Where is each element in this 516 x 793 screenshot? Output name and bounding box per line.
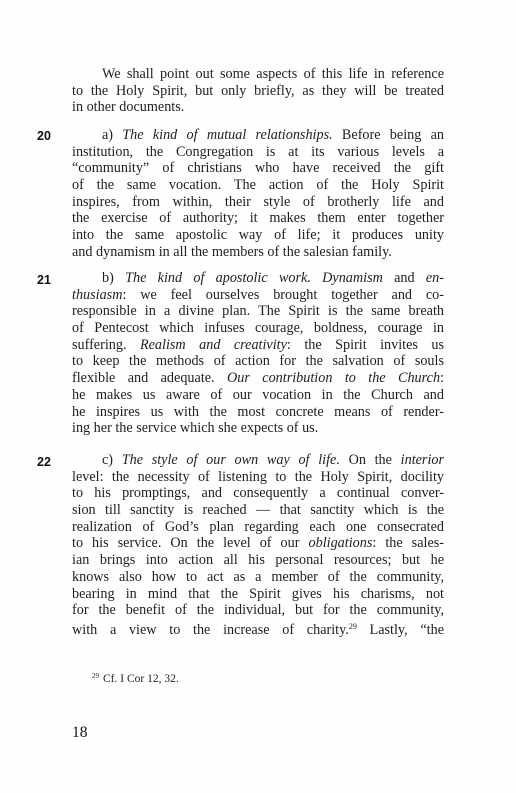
text-span: to his service. On the level of our: [72, 535, 309, 552]
italic-term: interior: [400, 452, 445, 468]
text-span: suffering.: [72, 336, 140, 353]
text-line: institution, the Congregation is at its various levels a: [72, 143, 444, 160]
section-20-paragraph: [72, 127, 444, 261]
text-span: :: [440, 370, 444, 387]
section-heading: The kind of apostolic work.: [125, 270, 311, 286]
text-span: Lastly, “the: [356, 621, 444, 638]
text-span: flexible and adequate.: [72, 370, 227, 387]
text-line: [72, 270, 444, 287]
text-line: for the benefit of the individual, but for the community,: [72, 602, 444, 619]
text-line: We shall point out some aspects of this life in reference: [102, 66, 444, 82]
footnote: [92, 672, 179, 685]
text-line: [72, 370, 444, 387]
page-number: 18: [72, 724, 88, 741]
text-line: sion till sanctity is reached — that sanctity which is the: [72, 502, 444, 519]
section-heading: The kind of mutual relationships.: [122, 127, 333, 143]
italic-term: Dynamism: [322, 270, 383, 286]
text-line: [72, 287, 444, 304]
intro-paragraph: [72, 66, 444, 116]
footnote-text: Cf. I Cor 12, 32.: [103, 673, 179, 685]
text-line: responsible in a divine plan. The Spirit is the same breath: [72, 303, 444, 320]
text-line: the exercise of authority; it makes them enter together: [72, 210, 444, 227]
text-span: On the: [339, 452, 401, 468]
text-line: [72, 452, 444, 469]
italic-term: obligations: [308, 535, 373, 552]
text-line: [72, 535, 444, 552]
text-span: : we feel ourselves brought together and co-: [122, 286, 444, 303]
text-span: : the Spirit invites us: [286, 336, 444, 353]
item-label: c): [102, 452, 122, 468]
text-line: “community” of christians who have received the gift: [72, 160, 444, 177]
text-span: and: [382, 270, 426, 286]
text-line: in other documents.: [72, 99, 185, 116]
section-21-paragraph: [72, 270, 444, 437]
text-line: [72, 619, 444, 636]
footnote-marker: 29: [92, 672, 99, 680]
text-line: into the same apostolic way of life; it produces unity: [72, 227, 444, 244]
text-line: he inspires us with the most concrete means of render-: [72, 403, 444, 420]
text-line: inspires, from within, their style of brotherly life and: [72, 193, 444, 210]
italic-term: Our contribution to the Church: [227, 370, 441, 387]
text-line: he makes us aware of our vocation in the Church and: [72, 386, 444, 403]
text-line: to the Holy Spirit, but only briefly, as they will be treated: [72, 82, 444, 99]
text-line: bearing in mind that the Spirit gives his charisms, not: [72, 585, 444, 602]
section-number: 20: [37, 129, 51, 143]
italic-term: en-: [425, 270, 444, 286]
text-span: : the sales-: [372, 535, 444, 552]
italic-term: thusiasm: [72, 286, 123, 303]
section-number: 22: [37, 455, 51, 469]
text-span: Before being an: [332, 127, 444, 143]
text-line: [72, 127, 444, 144]
text-line: of Pentecost which infuses courage, boldness, courage in: [72, 320, 444, 337]
text-line: ing her the service which she expects of us.: [72, 420, 319, 437]
footnote-reference: 29: [348, 621, 357, 631]
item-label: b): [102, 270, 126, 286]
text-line: of the same vocation. The action of the Holy Spirit: [72, 177, 444, 194]
text-line: knows also how to act as a member of the community,: [72, 568, 444, 585]
section-22-paragraph: [72, 452, 444, 636]
text-line: to keep the methods of action for the salvation of souls: [72, 353, 444, 370]
text-line: realization of God’s plan regarding each one consecrated: [72, 518, 444, 535]
item-label: a): [102, 127, 123, 143]
italic-term: Realism and creativity: [139, 336, 287, 353]
text-line: ian brings into action all his personal resources; but he: [72, 552, 444, 569]
text-span: with a view to the increase of charity.: [72, 621, 349, 638]
text-line: to his promptings, and consequently a continual conver-: [72, 485, 444, 502]
section-heading: The style of our own way of life.: [121, 452, 340, 468]
section-number: 21: [37, 273, 51, 287]
text-line: level: the necessity of listening to the Holy Spirit, docility: [72, 468, 444, 485]
text-span: [311, 270, 322, 286]
text-line: [72, 337, 444, 354]
text-line: and dynamism in all the members of the salesian family.: [72, 243, 392, 260]
